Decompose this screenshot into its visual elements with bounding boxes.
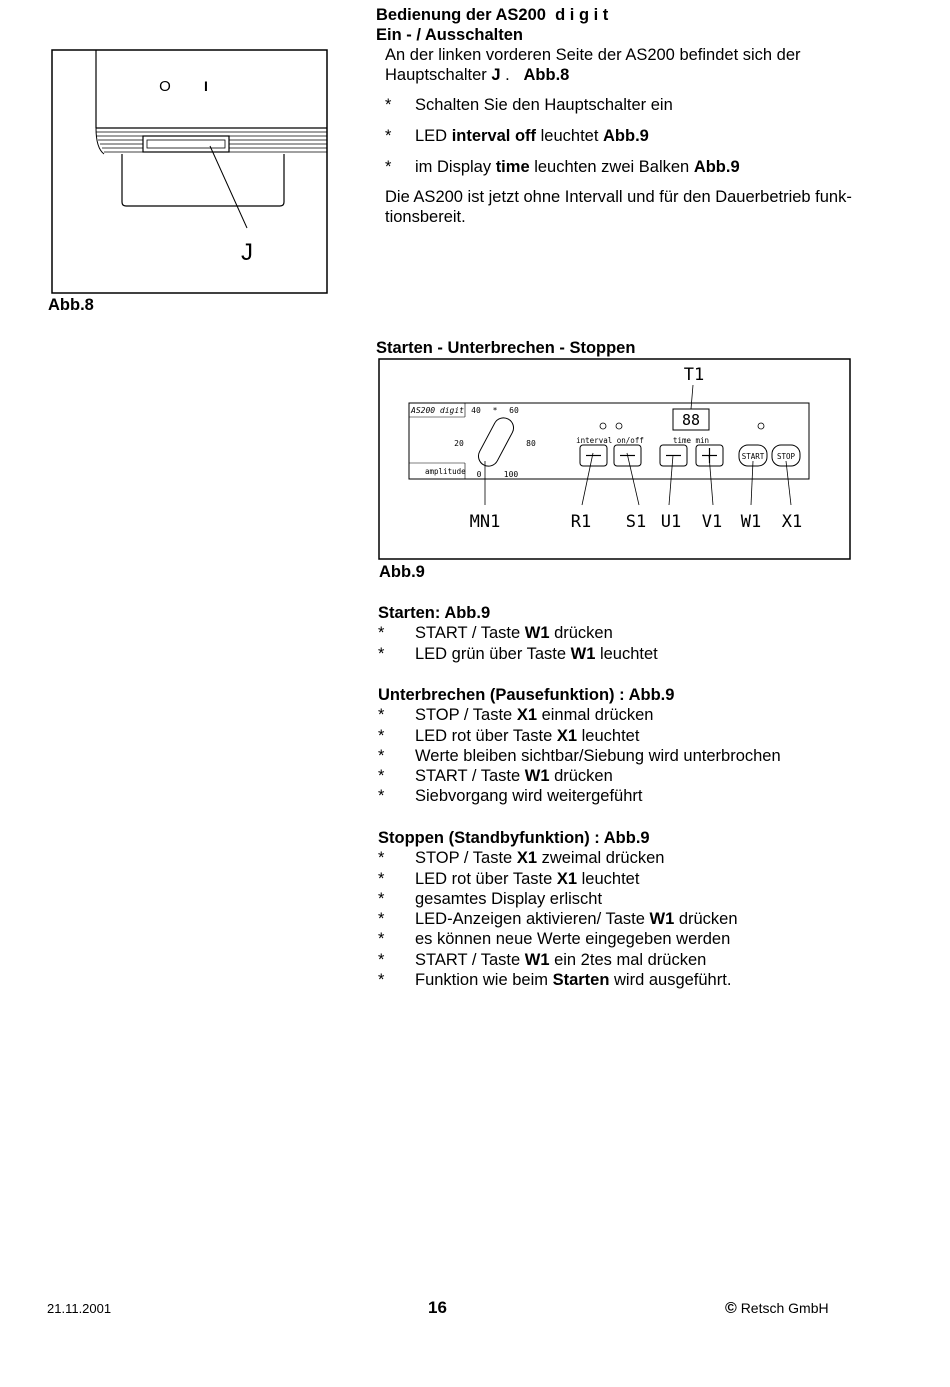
company-name: Retsch GmbH [740, 1300, 829, 1316]
bullet: * [378, 726, 385, 745]
switch-ref: J [491, 66, 501, 84]
list-item [378, 786, 898, 806]
text: LED rot über Taste [415, 726, 557, 745]
list-item [378, 929, 898, 949]
figure-8-drawing [50, 48, 330, 295]
bullet: * [378, 930, 385, 949]
item-text [415, 766, 613, 786]
text: LED grün über Taste [415, 644, 571, 663]
bullet: * [378, 910, 385, 929]
list-item [385, 95, 905, 126]
item-text [415, 644, 658, 664]
list-item [378, 909, 898, 929]
bullet: * [385, 127, 392, 145]
main-switch [143, 136, 229, 152]
item-text [415, 889, 602, 909]
text: drücken [549, 767, 613, 786]
label-j: J [241, 239, 253, 266]
time-digits: 88 [681, 411, 701, 429]
section-starten [378, 603, 898, 664]
step-text [415, 95, 673, 115]
text: LED-Anzeigen aktivieren/ Taste [415, 910, 650, 929]
text: es können neue Werte eingegeben werden [415, 930, 731, 949]
list-item [378, 766, 898, 786]
key-ref: X1 [516, 849, 537, 868]
text: LED [415, 127, 452, 145]
footer-copyright [725, 1300, 829, 1318]
interval-label: interval on/off [576, 436, 644, 445]
section-unterbrechen [378, 685, 898, 807]
copyright-icon: © [725, 1300, 737, 1317]
intro-sep: . [500, 66, 524, 84]
scale-40: 40 [471, 406, 481, 415]
list-item [378, 950, 898, 970]
list-item [378, 889, 898, 909]
key-ref: W1 [524, 950, 550, 969]
callout-r1: R1 [570, 512, 592, 532]
item-text [415, 909, 738, 929]
title-text: Bedienung der AS200 [376, 6, 546, 24]
heading-unterbrechen: Unterbrechen (Pausefunktion) : Abb.9 [378, 686, 675, 704]
text: Werte bleiben sichtbar/Siebung wird unterbrochen [415, 746, 781, 765]
text: drücken [674, 910, 738, 929]
emph: interval off [451, 127, 537, 145]
callout-t1: T1 [683, 365, 705, 385]
text: leuchtet [577, 726, 640, 745]
time-label: time min [672, 436, 710, 445]
text: im Display [415, 158, 496, 176]
amplitude-label: amplitude [425, 467, 466, 476]
list-item [378, 644, 898, 664]
bullet: * [378, 767, 385, 786]
text: wird ausgeführt. [609, 971, 732, 990]
list-item [378, 746, 898, 766]
scale-60: 60 [509, 406, 519, 415]
text: STOP / Taste [415, 706, 517, 725]
text: Funktion wie beim [415, 971, 553, 990]
item-text [415, 746, 781, 766]
step-text [415, 126, 649, 146]
bullet: * [378, 787, 385, 806]
step-text [415, 157, 740, 177]
section-heading-power: Ein - / Ausschalten [376, 26, 524, 44]
text: LED rot über Taste [415, 869, 557, 888]
intro-line-1: An der linken vorderen Seite der AS200 befindet sich der [385, 46, 801, 64]
callout-v1: V1 [701, 512, 723, 532]
bullet: * [378, 971, 385, 990]
page-number: 16 [428, 1298, 447, 1317]
item-text [415, 929, 730, 949]
heading-stoppen: Stoppen (Standbyfunktion) : Abb.9 [378, 829, 650, 847]
item-text [415, 623, 613, 643]
list-item [378, 869, 898, 889]
figure-ref: Abb.9 [603, 127, 649, 145]
list-item [385, 157, 905, 188]
summary-line-1: Die AS200 ist jetzt ohne Intervall und für den Dauerbetrieb funk- [385, 188, 852, 206]
bullet: * [378, 950, 385, 969]
figure-9-drawing [377, 357, 853, 562]
figure-frame [52, 50, 327, 293]
text: STOP / Taste [415, 849, 517, 868]
key-ref: X1 [556, 726, 578, 745]
text: zweimal drücken [537, 849, 665, 868]
list-item [378, 726, 898, 746]
section-heading-operation: Starten - Unterbrechen - Stoppen [376, 339, 636, 357]
list-item [378, 970, 898, 990]
scale-80: 80 [526, 439, 536, 448]
scale-star: * [492, 406, 498, 415]
bullet: * [378, 624, 385, 643]
scale-100: 100 [503, 470, 519, 479]
item-text [415, 726, 639, 746]
off-symbol: O [159, 78, 171, 95]
summary-line-2: tionsbereit. [385, 208, 466, 226]
bullet: * [378, 849, 385, 868]
intro-text: Hauptschalter [385, 66, 492, 84]
text: START / Taste [415, 950, 525, 969]
text: einmal drücken [537, 706, 654, 725]
bullet: * [385, 96, 392, 114]
list-item [378, 848, 898, 868]
scale-0: 0 [476, 470, 482, 479]
text: leuchtet [536, 127, 604, 145]
start-key-label: START [741, 452, 765, 461]
emph: time [495, 158, 530, 176]
figure-9-caption: Abb.9 [379, 563, 425, 581]
callout-u1: U1 [660, 512, 682, 532]
text: leuchtet [595, 644, 658, 663]
key-ref: W1 [570, 644, 596, 663]
panel-brand: AS200 digit [411, 406, 464, 415]
figure-ref: Abb.9 [693, 158, 740, 176]
heading-starten: Starten: Abb.9 [378, 604, 491, 622]
callout-w1: W1 [740, 512, 762, 532]
emph: Starten [552, 971, 610, 990]
item-text [415, 848, 664, 868]
title-model: d i g i t [555, 6, 609, 24]
text: ein 2tes mal drücken [549, 950, 707, 969]
key-ref: W1 [524, 624, 550, 643]
callout-mn1: MN1 [469, 512, 501, 532]
step-list [385, 95, 905, 188]
list-item [378, 623, 898, 643]
item-text [415, 970, 731, 990]
scale-20: 20 [454, 439, 464, 448]
on-symbol: I [204, 78, 208, 94]
text: START / Taste [415, 624, 525, 643]
bullet: * [378, 706, 385, 725]
figure-8-caption: Abb.8 [48, 296, 94, 314]
footer-date: 21.11.2001 [47, 1301, 112, 1316]
item-text [415, 950, 706, 970]
text: leuchtet [577, 869, 640, 888]
key-ref: X1 [556, 869, 578, 888]
text: gesamtes Display erlischt [415, 889, 603, 908]
text: Schalten Sie den Hauptschalter ein [415, 96, 673, 114]
key-ref: X1 [516, 706, 537, 725]
text: Siebvorgang wird weitergeführt [415, 787, 643, 806]
page-title [376, 5, 608, 25]
list-item [385, 126, 905, 157]
bullet: * [378, 746, 385, 765]
figure-ref: Abb.8 [523, 66, 570, 84]
text: START / Taste [415, 767, 525, 786]
section-stoppen [378, 828, 898, 990]
stop-key-label: STOP [776, 452, 796, 461]
bullet: * [385, 158, 392, 176]
item-text [415, 869, 639, 889]
bullet: * [378, 644, 385, 663]
text: leuchten zwei Balken [529, 158, 694, 176]
item-text [415, 705, 653, 725]
callout-x1: X1 [781, 512, 803, 532]
key-ref: W1 [649, 910, 675, 929]
bullet: * [378, 869, 385, 888]
text: drücken [549, 624, 613, 643]
intro-line-2 [385, 65, 569, 85]
key-ref: W1 [524, 767, 550, 786]
list-item [378, 705, 898, 725]
callout-s1: S1 [625, 512, 647, 532]
bullet: * [378, 889, 385, 908]
item-text [415, 786, 642, 806]
